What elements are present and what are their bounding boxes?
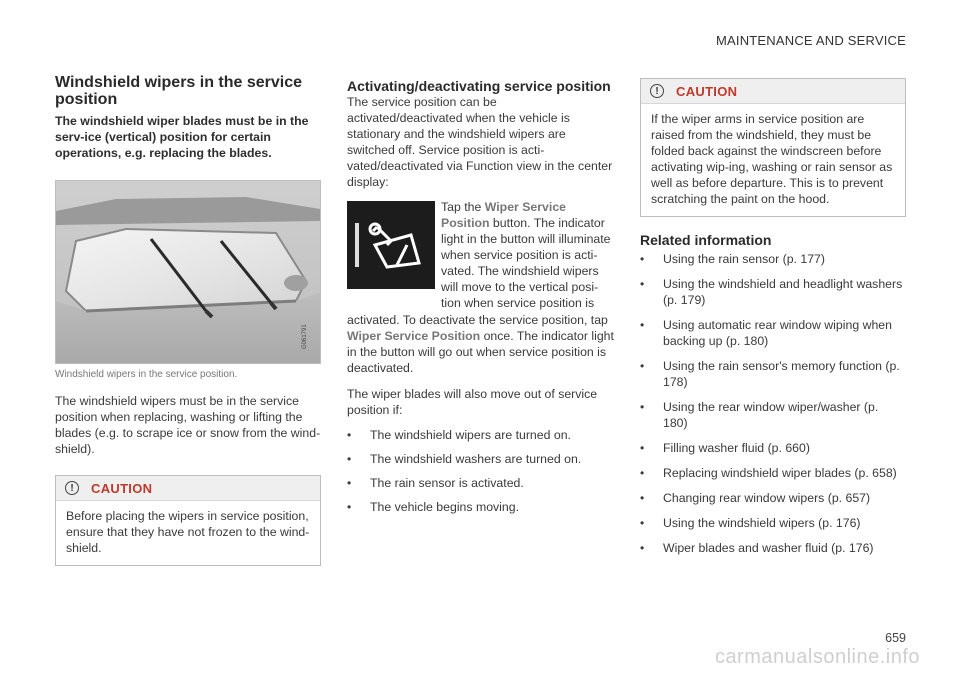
list-item: • The vehicle begins moving. (347, 499, 615, 515)
page-number: 659 (885, 631, 906, 645)
caution-header (56, 476, 320, 501)
caution-box (55, 475, 321, 566)
related-link[interactable]: • Replacing windshield wiper blades (p. 658) (640, 465, 906, 481)
blades-intro: The wiper blades will also move out of service position if: (347, 387, 598, 417)
button-name-highlight-2: Wiper Service Position (347, 329, 481, 343)
tap-instruction (347, 199, 615, 312)
list-item: • The windshield wipers are turned on. (347, 427, 615, 443)
list-item: • The windshield washers are turned on. (347, 451, 615, 467)
figure-caption: Windshield wipers in the service position. (55, 369, 238, 380)
related-link[interactable]: • Wiper blades and washer fluid (p. 176) (640, 540, 906, 556)
caution-box-2 (640, 78, 906, 217)
caution-title-2: CAUTION (676, 83, 738, 99)
related-link[interactable]: • Using the windshield wipers (p. 176) (640, 515, 906, 531)
lead-paragraph: The windshield wiper blades must be in the serv-ice (vertical) position for certain operations, e.g. replacing the blades. (55, 114, 309, 160)
intro-paragraph: The service position can be activated/deactivated when the vehicle is stationary and the windshield wipers are switched off. Service position is acti-vated/deactivated via Function view in the center display: (347, 95, 613, 189)
exclamation-icon: ! (650, 84, 664, 98)
related-link[interactable]: • Using the rain sensor's memory function (p. 178) (640, 358, 906, 390)
list-item: • The rain sensor is activated. (347, 475, 615, 491)
section-header: MAINTENANCE AND SERVICE (715, 33, 906, 48)
caution-text: Before placing the wipers in service position, ensure that they have not frozen to the wind-shield. (66, 509, 310, 555)
related-link[interactable]: • Using the windshield and headlight washers (p. 179) (640, 276, 906, 308)
section-heading-activating: Activating/deactivating service position (347, 78, 611, 94)
wiper-service-button-icon (347, 201, 435, 289)
caution-title: CAUTION (91, 480, 153, 496)
page-title: Windshield wipers in the service position (55, 74, 303, 108)
related-link[interactable]: • Using the rear window wiper/washer (p. 180) (640, 399, 906, 431)
caution-header-2 (641, 79, 905, 104)
deactivate-paragraph: activated. To deactivate the service position, tap Wiper Service Position once. The indicator light in the button will go out when service position is deactivated. (347, 313, 614, 375)
caution-text-2: If the wiper arms in service position are raised from the windshield, they must be folded back against the windscreen before activating wip-ing, washing or rain sensor as well as before departure. This is to prevent scratching the paint on the hood. (651, 112, 893, 206)
related-heading: Related information (640, 232, 772, 248)
related-link[interactable]: • Using the rain sensor (p. 177) (640, 251, 906, 267)
conditions-list (347, 427, 615, 515)
related-list (640, 251, 906, 556)
watermark: carmanualsonline.info (714, 646, 920, 668)
column-left (55, 74, 321, 566)
body-paragraph: The windshield wipers must be in the service position when replacing, washing or lifting the blades (e.g. to scrape ice or snow from the wind-shield). (55, 394, 321, 456)
column-right (640, 78, 906, 565)
button-name-highlight: Wiper Service Position (441, 200, 566, 230)
related-link[interactable]: • Changing rear window wipers (p. 657) (640, 490, 906, 506)
related-link[interactable]: • Using automatic rear window wiping when backing up (p. 180) (640, 317, 906, 349)
column-middle (347, 78, 615, 523)
exclamation-icon: ! (65, 481, 79, 495)
wiper-service-illustration (55, 180, 321, 364)
figure-code: G061791 (302, 324, 308, 349)
related-link[interactable]: • Filling washer fluid (p. 660) (640, 440, 906, 456)
tap-text: Tap the Wiper Service Position button. The indicator light in the button will illuminate when service position is acti-vated. The windshield wipers will move to the vertical posi-tion when service position is (441, 200, 611, 310)
